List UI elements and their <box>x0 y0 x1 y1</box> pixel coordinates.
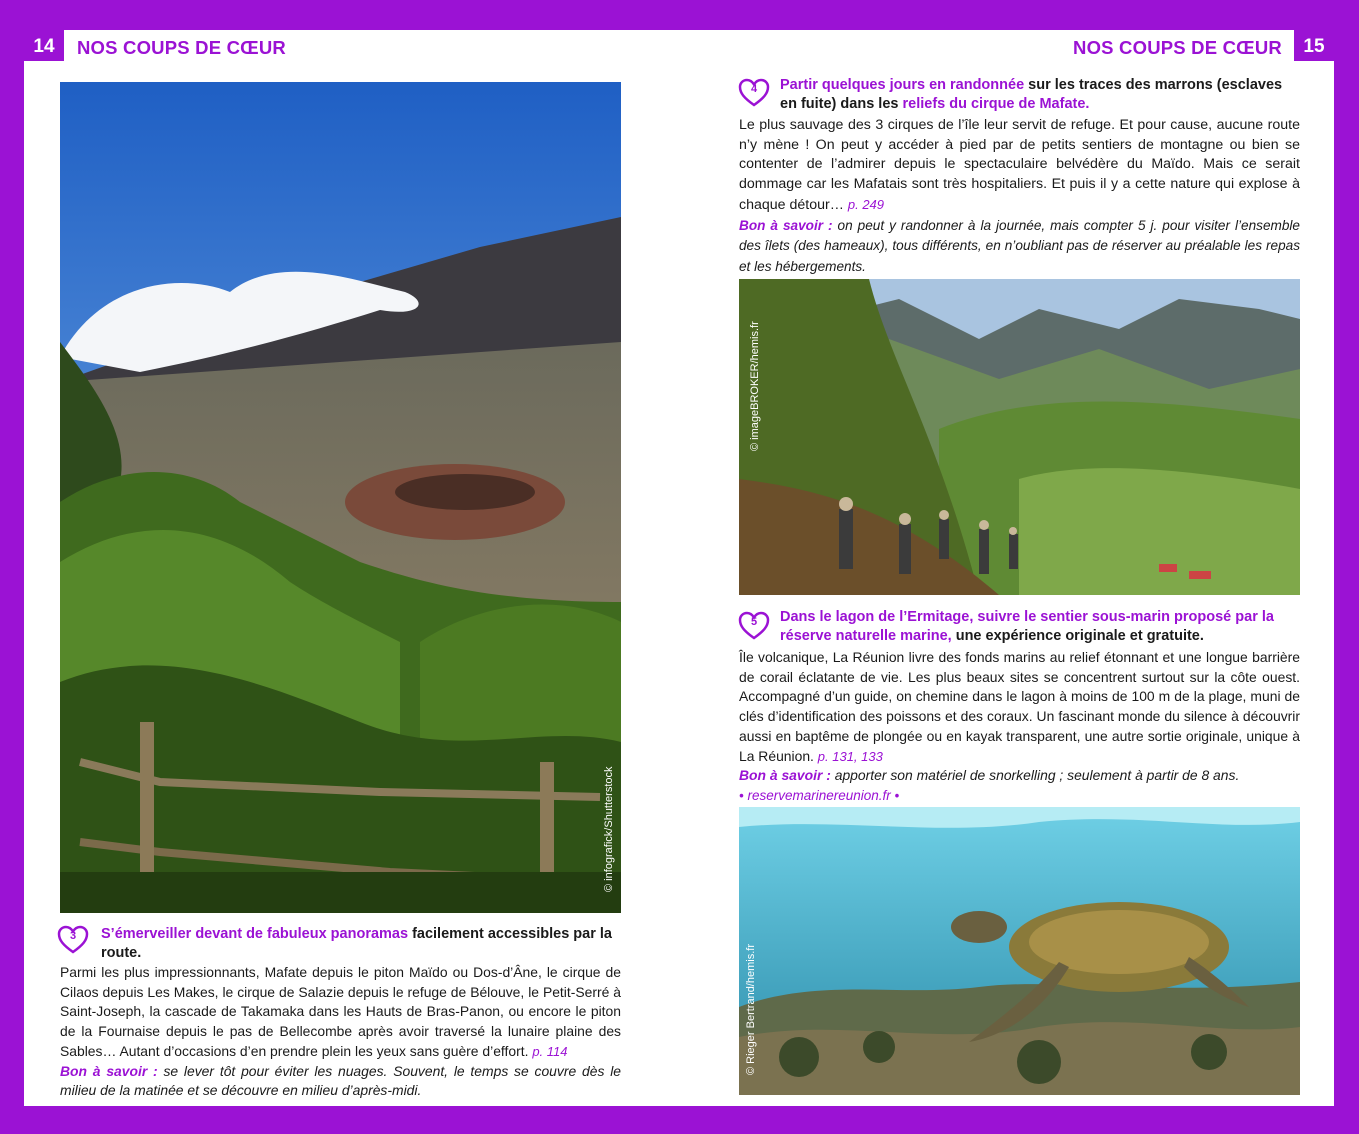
heading-mid: sur les traces des marrons (esclaves en fuite) dans les <box>780 77 1283 112</box>
item-text <box>739 648 1300 806</box>
page-reference-link[interactable]: p. 114 <box>532 1043 568 1059</box>
good-to-know-label: Bon à savoir : <box>739 767 831 784</box>
left-page <box>24 30 678 1106</box>
good-to-know-label: Bon à savoir : <box>739 217 833 233</box>
photo-credit: © infografick/Shutterstock <box>603 766 615 892</box>
item-paragraph: Parmi les plus impressionnants, Mafate depuis le piton Maïdo ou Dos-d’Âne, le cirque de Cilaos depuis Les Makes, le cirque de Salazie depuis le refuge de Bélouve, le Petit-Serré à Saint-Joseph, la cascade de Takamaka dans les Hauts de Bras-Panon, ou encore le piton de la Fournaise depuis le pas de Bellecombe après avoir traversé la lunaire plaine des Sables… Autant d’occasions d’en prendre plein les yeux sans guère d’effort. <box>60 964 621 1059</box>
page-reference-link[interactable]: p. 131, 133 <box>817 748 883 764</box>
heading-highlight: Partir quelques jours en randonnée <box>780 77 1025 93</box>
heart-number-icon <box>57 925 89 955</box>
item-heading <box>780 76 1300 114</box>
heading-rest: facilement accessibles par la route. <box>101 926 612 961</box>
website-link[interactable]: • reservemarinereunion.fr • <box>739 787 900 803</box>
item-number: 3 <box>69 930 77 942</box>
item-heading <box>101 925 621 963</box>
heading-highlight: Dans le lagon de l’Ermitage, suivre le sentier sous-marin proposé par la réserve naturelle marine, <box>780 609 1274 644</box>
item-paragraph: Île volcanique, La Réunion livre des fonds marins au relief étonnant et une longue barrière de corail éclatante de vie. Les plus beaux sites se concentrent surtout sur la côte ouest. Accompagné d’un guide, on chemine dans le lagon à moins de 100 m de la plage, muni de clés d’identification des poissons et des coraux. Un fascinant monde du silence à découvrir aussi en baptême de plongée ou en kayak transparent, une autre sortie originale, unique à La Réunion. <box>739 649 1300 764</box>
photo-credit: © imageBROKER/hemis.fr <box>749 321 761 451</box>
right-page <box>678 30 1334 1106</box>
heading-highlight: S’émerveiller devant de fabuleux panoramas <box>101 926 409 942</box>
mafate-hikers-photo <box>739 279 1300 595</box>
item-number: 4 <box>750 83 758 95</box>
good-to-know-text: on peut y randonner à la journée, mais compter 5 j. pour visiter l’ensemble des îlets (des hameaux), tous différents, en n’oubliant pas de réserver au préalable les repas et les hébergements. <box>739 217 1300 274</box>
photo-credit: © Rieger Bertrand/hemis.fr <box>745 944 757 1075</box>
item-text <box>60 963 621 1101</box>
section-title: NOS COUPS DE CŒUR <box>77 37 286 58</box>
good-to-know <box>739 767 1239 783</box>
good-to-know <box>739 218 1300 274</box>
page-number: 14 <box>24 30 64 61</box>
good-to-know-label: Bon à savoir : <box>60 1062 158 1079</box>
heading-rest: une expérience originale et gratuite. <box>951 628 1204 644</box>
page-number: 15 <box>1294 30 1334 61</box>
good-to-know-text: apporter son matériel de snorkelling ; seulement à partir de 8 ans. <box>830 767 1240 784</box>
item-heading <box>780 608 1300 646</box>
heart-number-icon <box>738 78 770 108</box>
good-to-know-text: se lever tôt pour éviter les nuages. Souvent, le temps se couvre dès le milieu de la matinée et se découvre en milieu d’après-midi. <box>60 1062 622 1099</box>
good-to-know <box>60 1063 621 1099</box>
item-text <box>739 116 1300 278</box>
page-reference-link[interactable]: p. 249 <box>847 196 885 212</box>
heart-number-icon <box>738 611 770 641</box>
heading-highlight-2: reliefs du cirque de Mafate. <box>902 96 1090 112</box>
volcano-photo <box>60 82 621 913</box>
item-paragraph: Le plus sauvage des 3 cirques de l’île leur servit de refuge. Et pour cause, aucune route n’y mène ! On peut y accéder à pied par de petits sentiers de montagne ou bien se contenter de l’admirer depuis le spectaculaire belvédère du Maïdo. Mais ce serait dommage car les Mafatais sont très hospitaliers. Et puis il y a cette nature qui explose à chaque détour… <box>739 117 1300 213</box>
item-number: 5 <box>750 616 758 628</box>
section-title: NOS COUPS DE CŒUR <box>1073 37 1282 58</box>
sea-turtle-photo <box>739 807 1300 1095</box>
